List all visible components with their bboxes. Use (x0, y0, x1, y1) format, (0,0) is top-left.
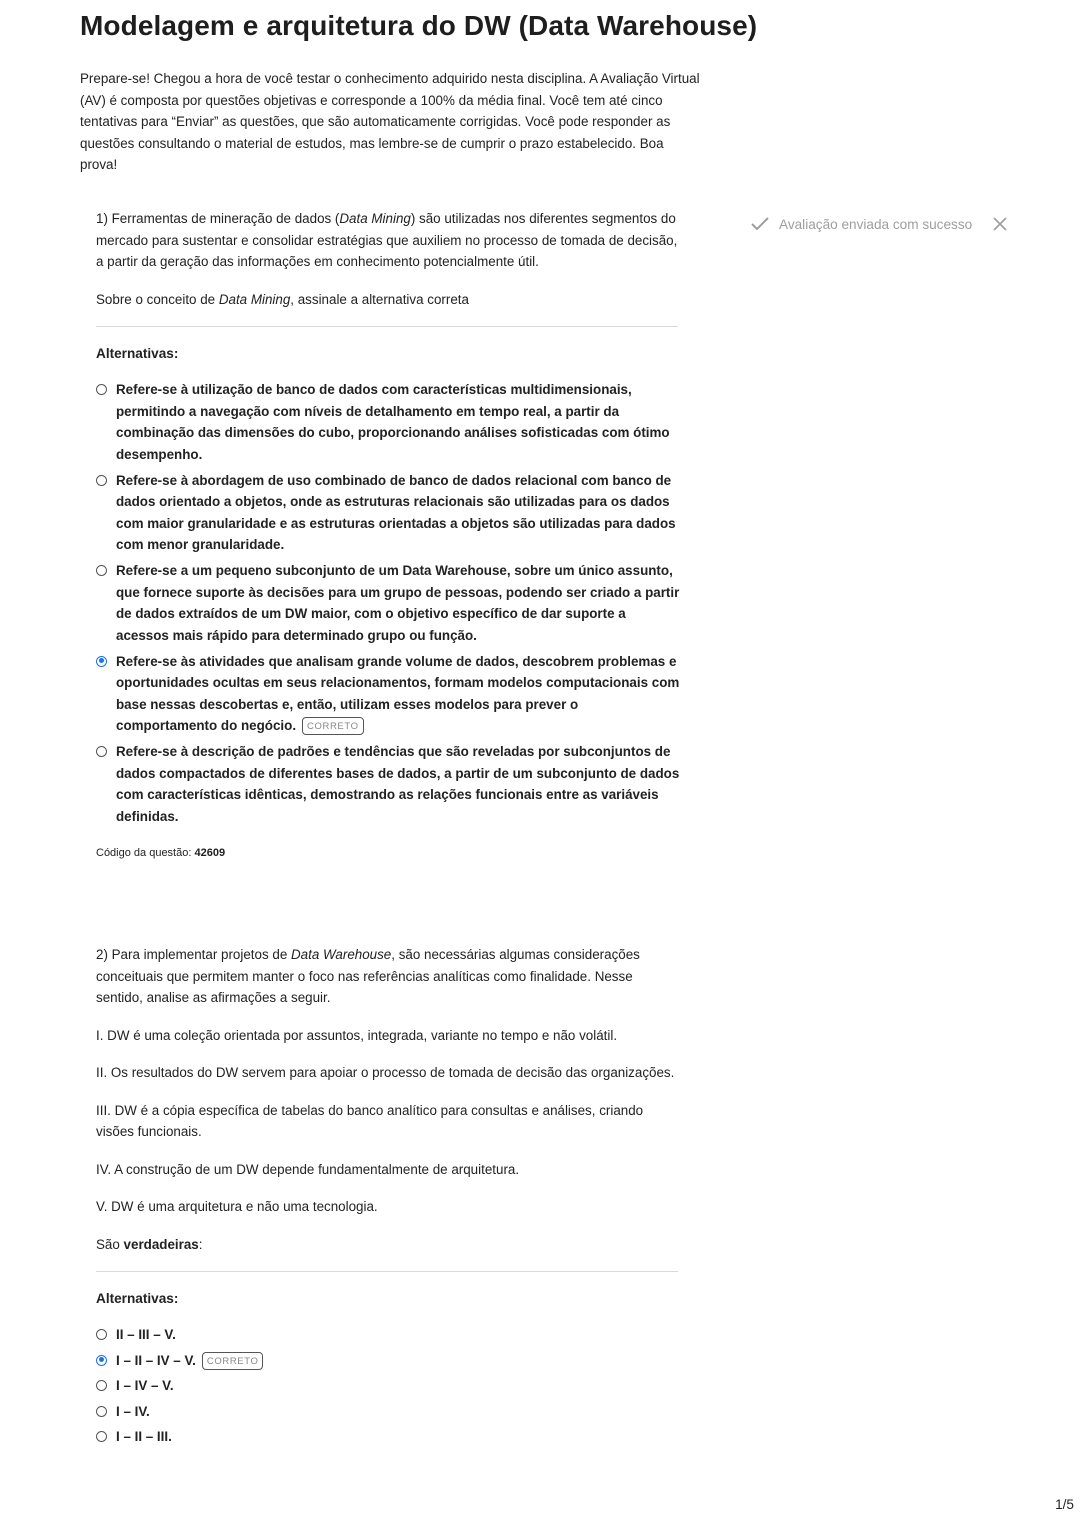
option-q2-a[interactable] (96, 1324, 680, 1346)
option-text: I – IV – V. (116, 1378, 174, 1393)
statement-2: II. Os resultados do DW servem para apoiar o processo de tomada de decisão das organizações. (96, 1065, 675, 1080)
question-1-options (96, 379, 680, 827)
radio-button[interactable] (96, 1380, 107, 1391)
question-2-statement: 2) Para implementar projetos de Data Warehouse, são necessárias algumas considerações conceituais que permitem manter o foco nas referências analíticas como finalidade. Nesse sentido, analise as afirmações a seguir. (96, 947, 640, 1005)
page-number: 1/5 (1055, 1497, 1074, 1512)
alternatives-heading: Alternativas: (96, 346, 179, 361)
option-text: I – II – III. (116, 1429, 172, 1444)
question-2-prompt: São verdadeiras: (96, 1236, 203, 1252)
question-2-options (96, 1324, 680, 1448)
option-text: Refere-se às atividades que analisam grande volume de dados, descobrem problemas e oportunidades ocultas em seus relacionamentos, formam modelos computacionais com base nessas descobertas e, então, utilizam esses modelos para prever o comportamento do negócio. (116, 653, 680, 733)
radio-button[interactable] (96, 1329, 107, 1340)
page-title: Modelagem e arquitetura do DW (Data Warehouse) (80, 10, 758, 41)
radio-button[interactable] (96, 1431, 107, 1442)
radio-button[interactable] (96, 475, 107, 486)
option-text: I – IV. (116, 1403, 150, 1419)
radio-button-selected[interactable] (96, 1355, 107, 1366)
alternatives-heading: Alternativas: (96, 1291, 179, 1306)
option-q2-c[interactable] (96, 1375, 680, 1397)
option-q1-d[interactable] (96, 651, 680, 737)
option-text: II – III – V. (116, 1327, 176, 1342)
option-q2-b[interactable] (96, 1350, 680, 1372)
question-1 (96, 208, 680, 859)
option-q1-e[interactable] (96, 741, 680, 827)
option-q1-c[interactable] (96, 560, 680, 646)
option-text: I – II – IV – V. (116, 1352, 196, 1368)
option-text: Refere-se à descrição de padrões e tendências que são reveladas por subconjuntos de dados compactados de diferentes bases de dados, a partir de um subconjunto de dados com características idênticas, demostrando as relações funcionais entre as variáveis definidas. (116, 744, 680, 824)
radio-button[interactable] (96, 384, 107, 395)
radio-button-selected[interactable] (96, 656, 107, 667)
option-q2-d[interactable] (96, 1401, 680, 1423)
statement-3: III. DW é a cópia específica de tabelas do banco analítico para consultas e análises, criando visões funcionais. (96, 1102, 644, 1139)
statement-1: I. DW é uma coleção orientada por assuntos, integrada, variante no tempo e não volátil. (96, 1027, 618, 1043)
question-1-prompt: Sobre o conceito de Data Mining, assinale a alternativa correta (96, 291, 469, 307)
divider (96, 1271, 678, 1272)
radio-button[interactable] (96, 746, 107, 757)
correct-badge: CORRETO (202, 1352, 264, 1370)
question-code: Código da questão: 42609 (96, 847, 226, 859)
check-icon (750, 216, 770, 232)
option-text: Refere-se a um pequeno subconjunto de um Data Warehouse, sobre um único assunto, que fornece suporte às decisões para um grupo de pessoas, podendo ser criado a partir de dados extraídos de um DW maior, com o objetivo específico de dar suporte a acessos mais rápido para determinado grupo ou função. (116, 563, 680, 643)
question-2 (96, 944, 680, 1452)
option-text: Refere-se à utilização de banco de dados com características multidimensionais, permitindo a navegação com níveis de detalhamento em tempo real, a partir da combinação das dimensões do cubo, proporcionando análises sofisticadas com ótimo desempenho. (116, 382, 670, 462)
option-q1-b[interactable] (96, 470, 680, 556)
option-text: Refere-se à abordagem de uso combinado de banco de dados relacional com banco de dados orientado a objetos, onde as estruturas relacionais são utilizadas para os dados com maior granularidade e as estruturas orientadas a objetos são utilizadas para dados com menor granularidade. (116, 472, 676, 552)
notice-text: Avaliação enviada com sucesso (779, 216, 973, 232)
intro-text: Prepare-se! Chegou a hora de você testar o conhecimento adquirido nesta disciplina. A Avaliação Virtual (AV) é composta por questões objetivas e corresponde a 100% da média final. Você tem até cinco tentativas para “Enviar” as questões, que são automaticamente corrigidas. Você pode responder as questões consultando o material de estudos, mas lembre-se de cumprir o prazo estabelecido. Boa prova! (80, 71, 700, 172)
correct-badge: CORRETO (302, 717, 364, 735)
option-q2-e[interactable] (96, 1426, 680, 1448)
option-q1-a[interactable] (96, 379, 680, 465)
close-icon[interactable] (992, 216, 1008, 232)
radio-button[interactable] (96, 565, 107, 576)
divider (96, 326, 678, 327)
statement-4: IV. A construção de um DW depende fundamentalmente de arquitetura. (96, 1161, 520, 1177)
question-1-statement: 1) Ferramentas de mineração de dados (Data Mining) são utilizadas nos diferentes segmentos do mercado para sustentar e consolidar estratégias que auxiliem no processo de tomada de decisão, a partir da geração das informações em conhecimento potencialmente útil. (96, 211, 678, 269)
statement-5: V. DW é uma arquitetura e não uma tecnologia. (96, 1199, 378, 1214)
radio-button[interactable] (96, 1406, 107, 1417)
submission-notice (750, 216, 1008, 232)
